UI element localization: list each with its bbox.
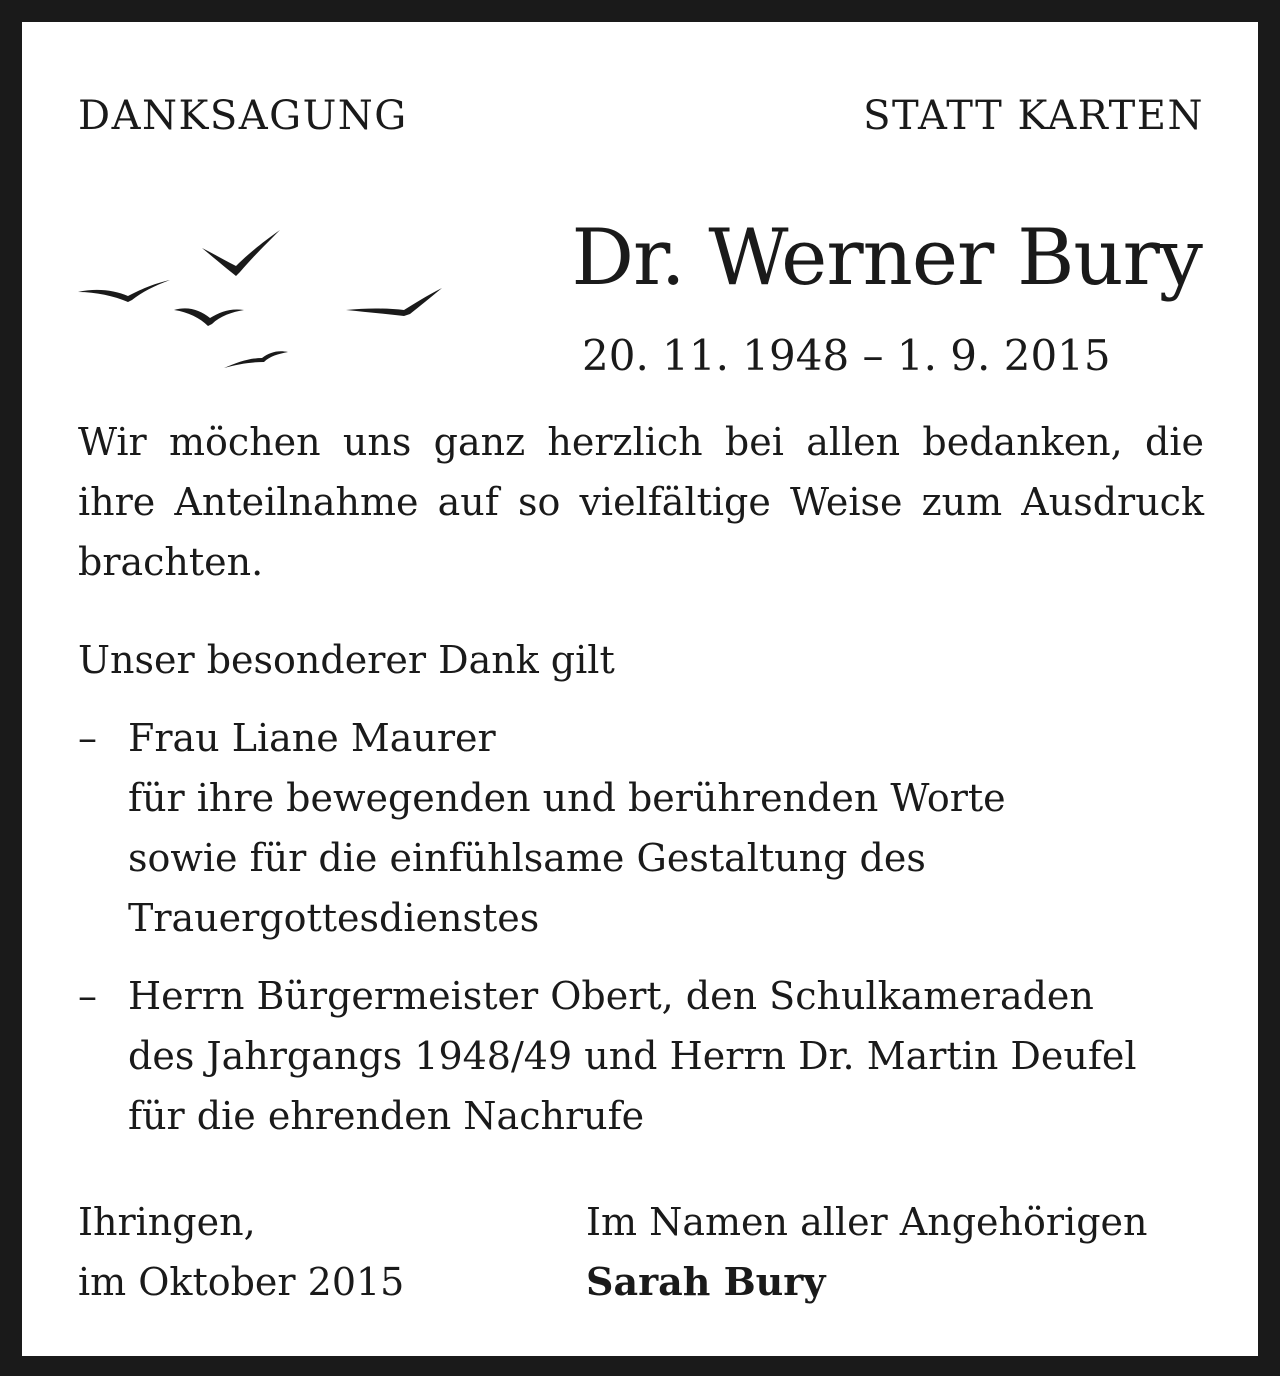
date: im Oktober 2015 xyxy=(78,1260,405,1304)
list-item-line: des Jahrgangs 1948/49 und Herrn Dr. Martin Deufel xyxy=(128,1034,1137,1078)
deceased-name: Dr. Werner Bury xyxy=(571,213,1202,303)
place-date-block xyxy=(78,1192,404,1312)
signer-name: Sarah Bury xyxy=(586,1259,826,1304)
list-item-line: für die ehrenden Nachrufe xyxy=(128,1094,645,1138)
bullet-dash: – xyxy=(78,974,97,1018)
header-left-label: DANKSAGUNG xyxy=(78,93,408,139)
signature-intro: Im Namen aller Angehörigen xyxy=(586,1200,1148,1244)
obituary-card xyxy=(22,22,1258,1356)
list-item-line: Frau Liane Maurer xyxy=(128,716,496,760)
header-right-label: STATT KARTEN xyxy=(863,93,1204,139)
list-item-line: Herrn Bürgermeister Obert, den Schulkameraden xyxy=(128,974,1094,1018)
list-item xyxy=(128,708,1006,948)
bullet-dash: – xyxy=(78,716,97,760)
list-item xyxy=(128,966,1137,1146)
list-item-line: sowie für die einfühlsame Gestaltung des xyxy=(128,836,926,880)
list-item-line: Trauergottesdienstes xyxy=(128,896,540,940)
place: Ihringen, xyxy=(78,1200,256,1244)
life-dates: 20. 11. 1948 – 1. 9. 2015 xyxy=(582,331,1111,380)
intro-paragraph: Wir möchen uns ganz herzlich bei allen bedanken, die ihre Anteilnahme auf so vielfältige Weise zum Ausdruck brachten. xyxy=(78,420,1204,584)
list-item-line: für ihre bewegenden und berührenden Worte xyxy=(128,776,1006,820)
birds-flock-icon xyxy=(74,192,454,372)
thanks-heading: Unser besonderer Dank gilt xyxy=(78,638,615,682)
signature-block xyxy=(586,1192,1147,1312)
